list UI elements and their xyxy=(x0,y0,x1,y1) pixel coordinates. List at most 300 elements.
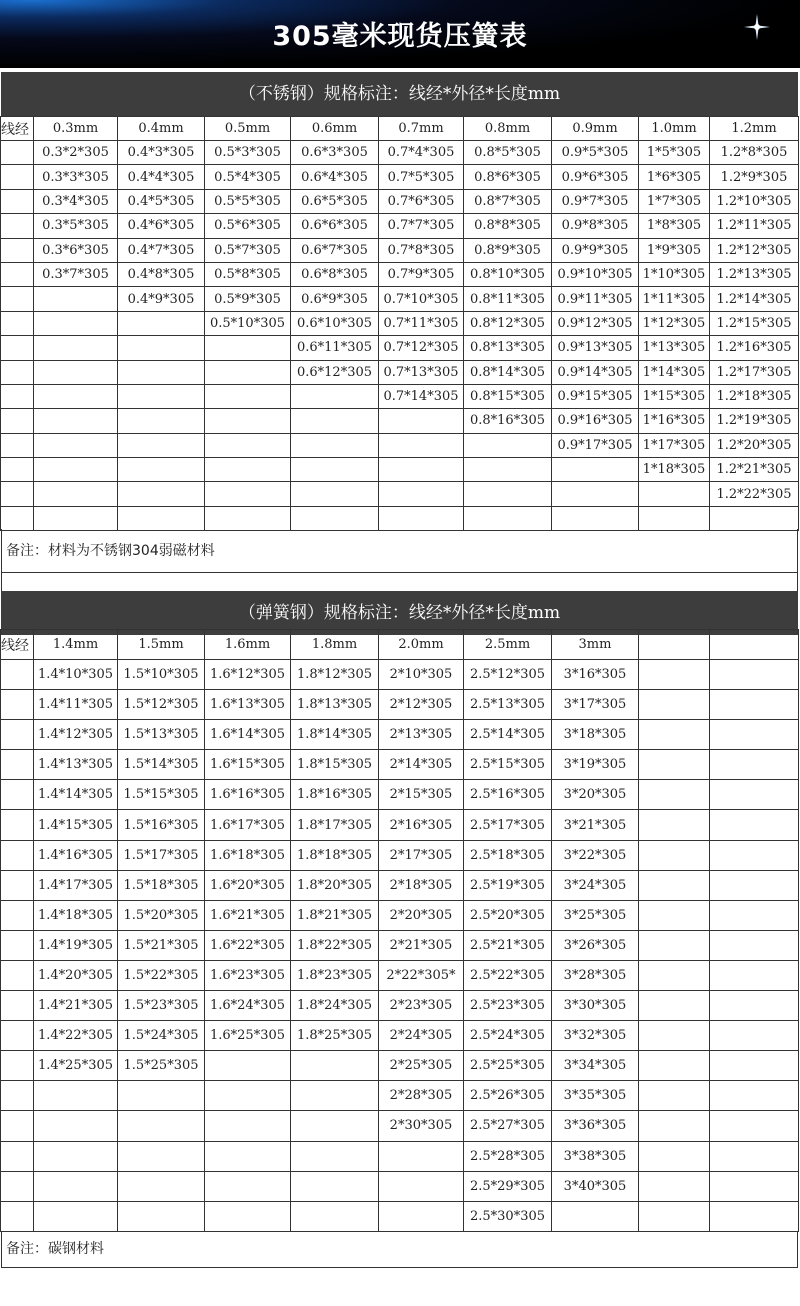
row-lead-cell xyxy=(1,1171,34,1201)
spec-cell: 0.3*4*305 xyxy=(34,189,118,213)
spec-cell: 2.5*21*305 xyxy=(464,930,552,960)
spec-cell xyxy=(379,458,464,482)
spec-cell: 2*22*305* xyxy=(379,960,464,990)
spec-cell xyxy=(639,810,710,840)
spec-cell xyxy=(639,482,710,506)
spec-cell: 2.5*24*305 xyxy=(464,1021,552,1051)
column-header: 0.7mm xyxy=(379,117,464,141)
spec-cell: 0.5*7*305 xyxy=(205,238,291,262)
spec-cell xyxy=(710,750,799,780)
table-row xyxy=(1,930,799,960)
column-header: 0.6mm xyxy=(291,117,379,141)
row-lead-cell xyxy=(1,409,34,433)
spec-cell: 0.5*5*305 xyxy=(205,189,291,213)
spec-cell: 2*30*305 xyxy=(379,1111,464,1141)
spec-cell: 0.9*15*305 xyxy=(552,384,639,408)
spec-cell: 0.3*2*305 xyxy=(34,141,118,165)
spec-cell xyxy=(34,458,118,482)
stainless-section-header: （不锈钢）规格标注：线经*外径*长度mm xyxy=(1,72,798,116)
spec-cell xyxy=(464,433,552,457)
table-row xyxy=(1,720,799,750)
spec-cell: 1.2*18*305 xyxy=(710,384,799,408)
spec-cell: 1.2*9*305 xyxy=(710,165,799,189)
spec-cell xyxy=(118,336,205,360)
table-row xyxy=(1,384,799,408)
spec-cell: 3*26*305 xyxy=(552,930,639,960)
row-lead-cell xyxy=(1,287,34,311)
spec-cell: 2.5*13*305 xyxy=(464,690,552,720)
spec-cell xyxy=(205,433,291,457)
spec-cell: 1.8*21*305 xyxy=(291,900,379,930)
spec-cell: 0.9*17*305 xyxy=(552,433,639,457)
spec-cell: 2.5*25*305 xyxy=(464,1051,552,1081)
title-banner xyxy=(0,0,800,68)
spec-cell: 1.6*25*305 xyxy=(205,1021,291,1051)
spec-cell xyxy=(639,506,710,530)
spec-cell: 2.5*23*305 xyxy=(464,991,552,1021)
spec-cell: 1.5*13*305 xyxy=(118,720,205,750)
row-lead-cell xyxy=(1,189,34,213)
spec-cell: 0.6*9*305 xyxy=(291,287,379,311)
spec-cell: 3*32*305 xyxy=(552,1021,639,1051)
column-header: 1.4mm xyxy=(34,630,118,660)
spec-cell: 0.9*7*305 xyxy=(552,189,639,213)
corner-label: 线经 xyxy=(1,630,34,660)
spec-cell: 3*35*305 xyxy=(552,1081,639,1111)
spec-cell xyxy=(710,780,799,810)
spec-cell: 0.9*5*305 xyxy=(552,141,639,165)
spec-cell xyxy=(639,900,710,930)
spring-steel-note: 备注：碳钢材料 xyxy=(1,1232,798,1268)
spec-cell: 3*19*305 xyxy=(552,750,639,780)
spec-cell: 1.6*16*305 xyxy=(205,780,291,810)
spec-cell xyxy=(710,1141,799,1171)
spec-cell xyxy=(291,1171,379,1201)
table-row xyxy=(1,409,799,433)
table-row xyxy=(1,506,799,530)
table-row xyxy=(1,482,799,506)
spec-cell: 0.4*5*305 xyxy=(118,189,205,213)
spec-cell xyxy=(205,1201,291,1231)
spec-cell: 1.2*19*305 xyxy=(710,409,799,433)
spec-cell xyxy=(205,1111,291,1141)
spec-cell: 3*20*305 xyxy=(552,780,639,810)
spec-cell: 0.7*5*305 xyxy=(379,165,464,189)
spec-cell: 2.5*18*305 xyxy=(464,840,552,870)
spec-cell: 0.7*7*305 xyxy=(379,214,464,238)
spec-cell: 1.5*12*305 xyxy=(118,690,205,720)
spec-cell: 1.5*23*305 xyxy=(118,991,205,1021)
spec-cell: 1*11*305 xyxy=(639,287,710,311)
spec-cell: 0.4*8*305 xyxy=(118,262,205,286)
spec-cell: 0.5*4*305 xyxy=(205,165,291,189)
spec-cell: 0.9*14*305 xyxy=(552,360,639,384)
column-header: 1.0mm xyxy=(639,117,710,141)
spec-cell xyxy=(34,482,118,506)
spec-cell xyxy=(118,311,205,335)
spec-cell: 0.8*9*305 xyxy=(464,238,552,262)
spec-cell: 3*22*305 xyxy=(552,840,639,870)
spec-cell: 1.6*23*305 xyxy=(205,960,291,990)
table-row xyxy=(1,189,799,213)
spec-cell xyxy=(205,482,291,506)
spec-cell: 3*30*305 xyxy=(552,991,639,1021)
spec-cell: 2.5*29*305 xyxy=(464,1171,552,1201)
spec-cell: 1.6*22*305 xyxy=(205,930,291,960)
spec-cell xyxy=(34,360,118,384)
row-lead-cell xyxy=(1,214,34,238)
spec-cell xyxy=(34,287,118,311)
corner-label: 线经 xyxy=(1,117,34,141)
spec-cell: 1.4*11*305 xyxy=(34,690,118,720)
spring-steel-table xyxy=(0,629,799,1232)
spec-cell: 3*34*305 xyxy=(552,1051,639,1081)
spec-cell: 0.3*5*305 xyxy=(34,214,118,238)
spec-cell: 1.6*24*305 xyxy=(205,991,291,1021)
spec-cell xyxy=(464,482,552,506)
spec-cell: 1.8*22*305 xyxy=(291,930,379,960)
spec-cell: 2*24*305 xyxy=(379,1021,464,1051)
spec-cell xyxy=(118,1171,205,1201)
spec-cell xyxy=(639,840,710,870)
row-lead-cell xyxy=(1,506,34,530)
spec-cell xyxy=(205,336,291,360)
spec-cell xyxy=(710,1051,799,1081)
stainless-note: 备注：材料为不锈钢304弱磁材料 xyxy=(1,529,798,573)
spec-cell xyxy=(34,506,118,530)
spec-cell: 0.9*8*305 xyxy=(552,214,639,238)
spec-cell xyxy=(118,1141,205,1171)
table-row xyxy=(1,311,799,335)
spec-cell: 1.2*21*305 xyxy=(710,458,799,482)
spec-cell: 0.6*8*305 xyxy=(291,262,379,286)
spec-cell: 1.2*15*305 xyxy=(710,311,799,335)
spec-cell: 2*14*305 xyxy=(379,750,464,780)
spec-cell: 1.8*13*305 xyxy=(291,690,379,720)
column-header: 0.9mm xyxy=(552,117,639,141)
spec-cell: 0.4*7*305 xyxy=(118,238,205,262)
spec-cell: 1.5*25*305 xyxy=(118,1051,205,1081)
spec-cell: 0.4*3*305 xyxy=(118,141,205,165)
spec-cell: 1.8*20*305 xyxy=(291,870,379,900)
spec-cell xyxy=(34,1141,118,1171)
spec-cell: 0.8*6*305 xyxy=(464,165,552,189)
spec-cell xyxy=(710,900,799,930)
row-lead-cell xyxy=(1,690,34,720)
spec-cell: 1.8*25*305 xyxy=(291,1021,379,1051)
spec-cell: 2*25*305 xyxy=(379,1051,464,1081)
spec-cell xyxy=(710,1201,799,1231)
spec-cell xyxy=(205,409,291,433)
row-lead-cell xyxy=(1,991,34,1021)
spec-cell: 1*14*305 xyxy=(639,360,710,384)
spec-cell: 1*9*305 xyxy=(639,238,710,262)
spec-cell: 1.2*20*305 xyxy=(710,433,799,457)
spec-cell xyxy=(34,384,118,408)
spec-cell: 0.7*13*305 xyxy=(379,360,464,384)
spec-cell: 0.4*9*305 xyxy=(118,287,205,311)
row-lead-cell xyxy=(1,384,34,408)
spec-cell: 0.3*6*305 xyxy=(34,238,118,262)
table-row xyxy=(1,1081,799,1111)
column-header: 1.8mm xyxy=(291,630,379,660)
spec-cell: 1.5*14*305 xyxy=(118,750,205,780)
spec-cell xyxy=(205,1051,291,1081)
spec-cell xyxy=(291,506,379,530)
spec-cell: 0.5*10*305 xyxy=(205,311,291,335)
spec-cell: 0.9*6*305 xyxy=(552,165,639,189)
spec-cell: 0.9*13*305 xyxy=(552,336,639,360)
spec-cell: 1*5*305 xyxy=(639,141,710,165)
spec-cell xyxy=(291,384,379,408)
row-lead-cell xyxy=(1,900,34,930)
spec-cell: 1.8*14*305 xyxy=(291,720,379,750)
spec-cell: 1.6*13*305 xyxy=(205,690,291,720)
spec-cell xyxy=(710,1021,799,1051)
spec-cell: 1.4*19*305 xyxy=(34,930,118,960)
table-row xyxy=(1,991,799,1021)
spec-cell xyxy=(710,1081,799,1111)
row-lead-cell xyxy=(1,750,34,780)
spec-cell: 0.6*10*305 xyxy=(291,311,379,335)
spec-cell: 3*38*305 xyxy=(552,1141,639,1171)
column-header: 0.3mm xyxy=(34,117,118,141)
spec-cell xyxy=(552,1201,639,1231)
spec-cell xyxy=(118,1111,205,1141)
spec-cell xyxy=(639,870,710,900)
spec-cell: 2.5*27*305 xyxy=(464,1111,552,1141)
spec-cell: 1*17*305 xyxy=(639,433,710,457)
spec-cell xyxy=(205,1141,291,1171)
row-lead-cell xyxy=(1,1111,34,1141)
spec-cell: 1.4*25*305 xyxy=(34,1051,118,1081)
spec-cell: 1.4*20*305 xyxy=(34,960,118,990)
spec-cell xyxy=(205,458,291,482)
table-row xyxy=(1,690,799,720)
spec-cell xyxy=(205,1081,291,1111)
spec-cell xyxy=(379,1141,464,1171)
spec-cell xyxy=(639,930,710,960)
spec-cell: 1.4*10*305 xyxy=(34,660,118,690)
table-row xyxy=(1,458,799,482)
spec-cell: 0.9*12*305 xyxy=(552,311,639,335)
table-row xyxy=(1,141,799,165)
spec-cell: 0.7*8*305 xyxy=(379,238,464,262)
spec-cell xyxy=(639,1201,710,1231)
table-row xyxy=(1,810,799,840)
table-row xyxy=(1,1021,799,1051)
spec-cell xyxy=(34,311,118,335)
spec-cell: 1.2*10*305 xyxy=(710,189,799,213)
spec-cell xyxy=(118,360,205,384)
spec-cell: 2*20*305 xyxy=(379,900,464,930)
spec-cell: 1*12*305 xyxy=(639,311,710,335)
spec-cell xyxy=(552,458,639,482)
spec-cell xyxy=(639,960,710,990)
spec-cell xyxy=(639,991,710,1021)
row-lead-cell xyxy=(1,810,34,840)
spec-cell: 1.6*21*305 xyxy=(205,900,291,930)
column-header: 0.8mm xyxy=(464,117,552,141)
spec-cell xyxy=(205,506,291,530)
spec-cell: 2.5*20*305 xyxy=(464,900,552,930)
spec-cell: 1.2*8*305 xyxy=(710,141,799,165)
row-lead-cell xyxy=(1,311,34,335)
column-header xyxy=(710,630,799,660)
spec-cell: 2.5*17*305 xyxy=(464,810,552,840)
spec-cell: 2*12*305 xyxy=(379,690,464,720)
spec-cell: 2.5*12*305 xyxy=(464,660,552,690)
spec-cell: 1.6*17*305 xyxy=(205,810,291,840)
spec-cell: 0.7*14*305 xyxy=(379,384,464,408)
header-row xyxy=(1,117,799,141)
spec-cell: 3*40*305 xyxy=(552,1171,639,1201)
table-row xyxy=(1,1141,799,1171)
spec-cell: 0.7*11*305 xyxy=(379,311,464,335)
table-row xyxy=(1,287,799,311)
spec-cell: 0.8*7*305 xyxy=(464,189,552,213)
spec-cell: 3*36*305 xyxy=(552,1111,639,1141)
spec-cell xyxy=(118,433,205,457)
spec-cell: 1.5*17*305 xyxy=(118,840,205,870)
spec-cell: 1.8*17*305 xyxy=(291,810,379,840)
spec-cell: 0.8*14*305 xyxy=(464,360,552,384)
spec-cell: 3*21*305 xyxy=(552,810,639,840)
spec-cell xyxy=(710,870,799,900)
spec-cell xyxy=(710,506,799,530)
spec-cell: 1.2*22*305 xyxy=(710,482,799,506)
spec-cell: 0.8*16*305 xyxy=(464,409,552,433)
spec-cell: 2.5*16*305 xyxy=(464,780,552,810)
spec-cell xyxy=(291,458,379,482)
spec-cell xyxy=(639,1021,710,1051)
table-row xyxy=(1,336,799,360)
table-row xyxy=(1,1111,799,1141)
spec-cell: 1*16*305 xyxy=(639,409,710,433)
spec-cell: 1.4*12*305 xyxy=(34,720,118,750)
column-header: 3mm xyxy=(552,630,639,660)
spec-cell: 1.4*18*305 xyxy=(34,900,118,930)
spec-cell xyxy=(291,1111,379,1141)
spec-cell: 0.8*8*305 xyxy=(464,214,552,238)
spec-cell: 2*28*305 xyxy=(379,1081,464,1111)
spec-cell: 1*6*305 xyxy=(639,165,710,189)
spec-cell: 3*16*305 xyxy=(552,660,639,690)
spec-cell: 1.8*16*305 xyxy=(291,780,379,810)
spec-cell: 0.3*3*305 xyxy=(34,165,118,189)
spec-cell: 1.8*18*305 xyxy=(291,840,379,870)
spec-cell xyxy=(710,930,799,960)
spec-cell xyxy=(205,360,291,384)
spec-cell: 0.5*9*305 xyxy=(205,287,291,311)
spec-cell: 1.5*20*305 xyxy=(118,900,205,930)
row-lead-cell xyxy=(1,1051,34,1081)
spec-cell xyxy=(379,506,464,530)
spec-cell xyxy=(710,840,799,870)
spec-cell: 1.2*14*305 xyxy=(710,287,799,311)
column-header: 2.5mm xyxy=(464,630,552,660)
spec-cell xyxy=(118,458,205,482)
spec-cell: 1.6*14*305 xyxy=(205,720,291,750)
row-lead-cell xyxy=(1,840,34,870)
spec-cell xyxy=(639,750,710,780)
spec-cell xyxy=(710,720,799,750)
spec-cell xyxy=(118,1081,205,1111)
spec-cell: 2.5*30*305 xyxy=(464,1201,552,1231)
spec-cell: 1*15*305 xyxy=(639,384,710,408)
spec-cell: 0.6*7*305 xyxy=(291,238,379,262)
spec-cell: 3*24*305 xyxy=(552,870,639,900)
row-lead-cell xyxy=(1,960,34,990)
spec-cell: 1*7*305 xyxy=(639,189,710,213)
table-row xyxy=(1,870,799,900)
spec-cell: 1.4*14*305 xyxy=(34,780,118,810)
spec-cell xyxy=(291,1201,379,1231)
spec-cell: 1.8*15*305 xyxy=(291,750,379,780)
spec-cell: 0.6*4*305 xyxy=(291,165,379,189)
spec-cell xyxy=(118,1201,205,1231)
table-row xyxy=(1,1171,799,1201)
spec-cell: 1.4*13*305 xyxy=(34,750,118,780)
spec-cell: 2.5*26*305 xyxy=(464,1081,552,1111)
spec-cell: 0.6*11*305 xyxy=(291,336,379,360)
stainless-spring-table xyxy=(0,116,799,531)
spec-cell: 2*21*305 xyxy=(379,930,464,960)
column-header: 2.0mm xyxy=(379,630,464,660)
spec-cell xyxy=(118,506,205,530)
spec-cell: 0.6*12*305 xyxy=(291,360,379,384)
spec-cell: 0.5*6*305 xyxy=(205,214,291,238)
row-lead-cell xyxy=(1,165,34,189)
row-lead-cell xyxy=(1,780,34,810)
spec-cell xyxy=(291,482,379,506)
row-lead-cell xyxy=(1,238,34,262)
spec-cell: 1.5*10*305 xyxy=(118,660,205,690)
spec-cell: 1.2*16*305 xyxy=(710,336,799,360)
spec-cell: 2*18*305 xyxy=(379,870,464,900)
spec-cell: 1*10*305 xyxy=(639,262,710,286)
row-lead-cell xyxy=(1,1021,34,1051)
spec-cell: 1*8*305 xyxy=(639,214,710,238)
table-row xyxy=(1,780,799,810)
spec-cell: 2*10*305 xyxy=(379,660,464,690)
spec-cell: 0.8*12*305 xyxy=(464,311,552,335)
spec-cell: 1.8*12*305 xyxy=(291,660,379,690)
row-lead-cell xyxy=(1,433,34,457)
header-row xyxy=(1,630,799,660)
spec-cell xyxy=(34,409,118,433)
table-row xyxy=(1,1201,799,1231)
row-lead-cell xyxy=(1,870,34,900)
spec-cell xyxy=(379,433,464,457)
spec-cell xyxy=(34,433,118,457)
spec-cell: 0.6*6*305 xyxy=(291,214,379,238)
spec-cell: 0.9*11*305 xyxy=(552,287,639,311)
spec-cell xyxy=(710,991,799,1021)
row-lead-cell xyxy=(1,336,34,360)
spec-cell: 1*13*305 xyxy=(639,336,710,360)
spec-cell xyxy=(291,1081,379,1111)
spec-cell: 1.5*22*305 xyxy=(118,960,205,990)
spec-cell xyxy=(552,506,639,530)
spec-cell: 1.5*21*305 xyxy=(118,930,205,960)
spec-cell: 2*13*305 xyxy=(379,720,464,750)
row-lead-cell xyxy=(1,930,34,960)
spec-cell: 1.4*21*305 xyxy=(34,991,118,1021)
spec-cell xyxy=(639,690,710,720)
spec-cell: 1.5*18*305 xyxy=(118,870,205,900)
spec-cell: 1*18*305 xyxy=(639,458,710,482)
